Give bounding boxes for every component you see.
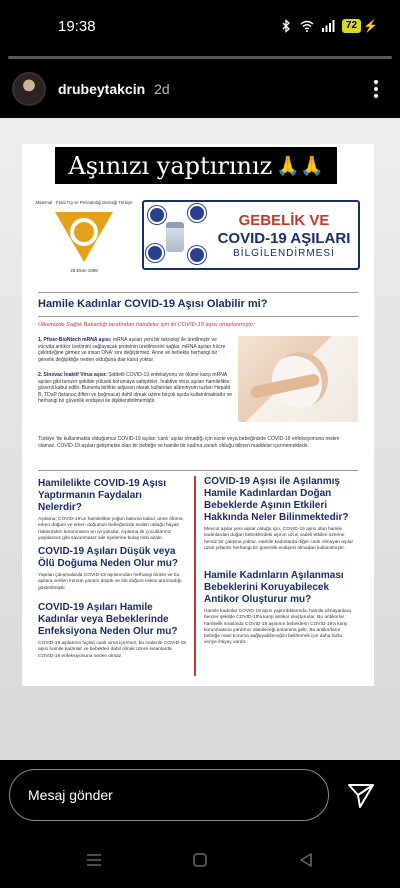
status-icons	[279, 19, 378, 33]
story-media[interactable]	[0, 118, 400, 760]
more-options-button[interactable]	[364, 74, 388, 104]
back-triangle-icon	[298, 852, 314, 868]
faq-baby-effects	[204, 476, 354, 552]
faq-heading: COVID-19 Aşıları Düşük veya Ölü Doğuma Neden Olur mu?	[38, 546, 179, 569]
home-square-icon	[192, 852, 208, 868]
post-age: 2d	[154, 81, 170, 97]
dot-icon	[374, 94, 378, 98]
home-button[interactable]	[190, 850, 210, 870]
status-time: 19:38	[58, 17, 96, 35]
faq-infection	[38, 602, 188, 660]
username[interactable]: drubeytakcin	[58, 81, 146, 97]
dot-icon	[374, 87, 378, 91]
faq-heading: COVID-19 Aşısı ile Aşılanmış Hamile Kadınlardan Doğan Bebeklerde Aşının Etkileri Hakkında Neler Bilinmektedir?	[204, 476, 349, 523]
faq-antibodies	[204, 570, 354, 647]
virus-vaccine-illustration	[144, 202, 210, 268]
title-panel	[142, 200, 360, 270]
pfizer-paragraph	[38, 337, 234, 363]
faq-body: Aşılama, COVID-19'un hamilelikte yoğun bakıma kabul, anne ölümü, erken doğum ve erken doğumun bebeğinizde neden olduğu hayati risklerinden korunmanın en iyi yoludur. Aşılama ile çocuklarınız yaşlılarınız gibi savunmasız aile üyelerine bulaş riski azalır.	[38, 517, 184, 541]
battery-icon	[342, 19, 378, 33]
vaccine-info-poster	[22, 144, 374, 686]
sinovac-body: Şiddetli COVID-19 enfeksiyonu ve ölüme karşı mRNA aşıları gibi benzer şekilde yüksek korumaya sahiptirler. İnaktive virüs aşıları hamilelikte güvenli kabul edilir. Bununla birlikte adjuvan olarak kullanılan alüminyum tuzları Hepatit B, TDaP (tetanoz,difteri ve boğmaca) dahil olmak üzere birçok aşıda kullanılmaktadır ve herhangi bir güvenlik endişesi ile ilişkilendirilmemiştir.	[38, 372, 233, 405]
faq-benefits	[38, 478, 188, 542]
menu-icon	[86, 853, 102, 867]
faq-body: Yapılan çalışmalarda COVID-19 aşılanından herhangi birinin ve bu aşılara verilen immün yanıtın düşük ve ölü doğum riskini artırmadığı gösterilmiştir.	[38, 573, 182, 591]
faq-heading: Hamilelikte COVID-19 Aşısı Yaptırmanın Faydaları Nelerdir?	[38, 478, 167, 513]
pregnant-woman-photo	[238, 336, 358, 422]
back-button[interactable]	[296, 850, 316, 870]
reply-bar	[0, 760, 400, 832]
poster-banner	[55, 147, 337, 184]
signal-icon	[321, 19, 335, 33]
sinovac-paragraph	[38, 372, 234, 405]
summary-paragraph: Türkiye 'de kullanmakta olduğumuz COVID-19 aşıları 'canlı' aşılar olmadığı için sizde veya bebeğinizde COVID-19 enfeksiyonuna neden olamaz. COVID-19 aşıları gelişmekte olan bir bebeğe ve hamile bir kadına zararlı olduğu bilinen maddeler içermemektedir.	[38, 436, 340, 449]
association-logo	[30, 200, 138, 290]
message-placeholder: Mesaj gönder	[28, 787, 113, 803]
banner-text: Aşınızı yaptırınız	[68, 151, 273, 180]
faq-body: Mevcut aşılar yeni aşılar olduğu için, COVID-19 aşısı olan hamile kadınlardan doğan bebeklerdeki aşının uzun vadeli etkileri üzerine henüz bir çalışma yoktur. Hamile kadınlarda diğer canlı olmayan aşılar uzun yıllardır herhangi bir güvenlik endişesi olmadan kullanılmıştır.	[204, 527, 354, 551]
dot-icon	[374, 80, 378, 84]
divider	[38, 470, 358, 471]
charging-icon: ⚡	[363, 19, 378, 33]
sub-heading: Ülkemizde Sağlık Bakanlığı tarafından hamileler için iki COVID-19 aşısı onaylanmıştır:	[38, 322, 255, 328]
logo-emblem	[49, 208, 119, 268]
faq-body: COVID-19 aşılarının hiçbiri canlı virüs içermez, bu nedenle COVID-19 aşısı hamile kadınlar ve bebekleri dahil olmak üzere insanlarda COVID-19 enfeksiyonuna neden olmaz.	[38, 641, 186, 659]
panel-title-line2: COVID-19 AŞILARI	[217, 229, 351, 247]
column-divider	[194, 476, 196, 676]
faq-heading: COVID-19 Aşıları Hamile Kadınlar veya Bebeklerinde Enfeksiyona Neden Olur mu?	[38, 602, 178, 637]
message-input[interactable]	[9, 769, 329, 821]
logo-text: Maternal - Fetal Tıp ve Perinatoloji Derneği Türkiye	[35, 200, 133, 205]
send-icon[interactable]	[346, 780, 376, 810]
pfizer-title: 1. Pfizer-BioNtech mRNA aşısı:	[38, 337, 112, 343]
praying-hands-emoji: 🙏🙏	[276, 155, 324, 177]
status-bar	[0, 0, 400, 52]
sinovac-title: 2. Sinovac İnaktif Virus aşısı:	[38, 372, 107, 378]
divider	[38, 292, 358, 293]
avatar[interactable]	[12, 72, 46, 106]
panel-title-line3: BİLGİLENDİRMESİ	[233, 247, 335, 259]
recents-button[interactable]	[84, 850, 104, 870]
wifi-icon	[300, 19, 314, 33]
story-progress-bar	[8, 56, 392, 59]
faq-heading: Hamile Kadınların Aşılanması Bebeklerini Koruyabilecek Antikor Oluşturur mu?	[204, 570, 344, 605]
faq-body: Hamile kadınlar COVID-19 aşısı yaptırdıklarında, hamile olmayanlara benzer şekilde COVID-19'a karşı antikor oluştururlar. Bu antikorlar hamilelik sırasında COVID-19 aşısının bebeklerin COVID-19'a karşı korunmasına yardımcı olabileceği anlamına gelir. Bu antikorların bebeğe nasıl koruma sağlayabileceğini belirlemek için daha fazla veriye ihtiyaç vardır.	[204, 609, 351, 646]
battery-level: 72	[342, 19, 361, 33]
faq-miscarriage	[38, 546, 188, 592]
panel-title-line1: GEBELİK VE	[238, 211, 330, 229]
divider	[38, 316, 358, 317]
system-nav-bar	[0, 832, 400, 888]
pfizer-body: mRNA aşıları yeni bir teknoloji ile üretilmiştir ve vücutta antikor üretimini sağlayacak proteinin üretilmesini sağlar. mRNA aşıları hücre çekirdeğine girmez ve insan DNA' sını değiştirmez. Anne ve bebekte herhangi bir genetik değişikliğe neden olduğuna dair kanıt yoktur.	[38, 337, 226, 363]
story-header	[0, 64, 400, 114]
logo-year: 25 Ekim 1998	[70, 268, 98, 273]
bluetooth-icon	[279, 19, 293, 33]
main-heading: Hamile Kadınlar COVID-19 Aşısı Olabilir mi?	[38, 298, 268, 310]
